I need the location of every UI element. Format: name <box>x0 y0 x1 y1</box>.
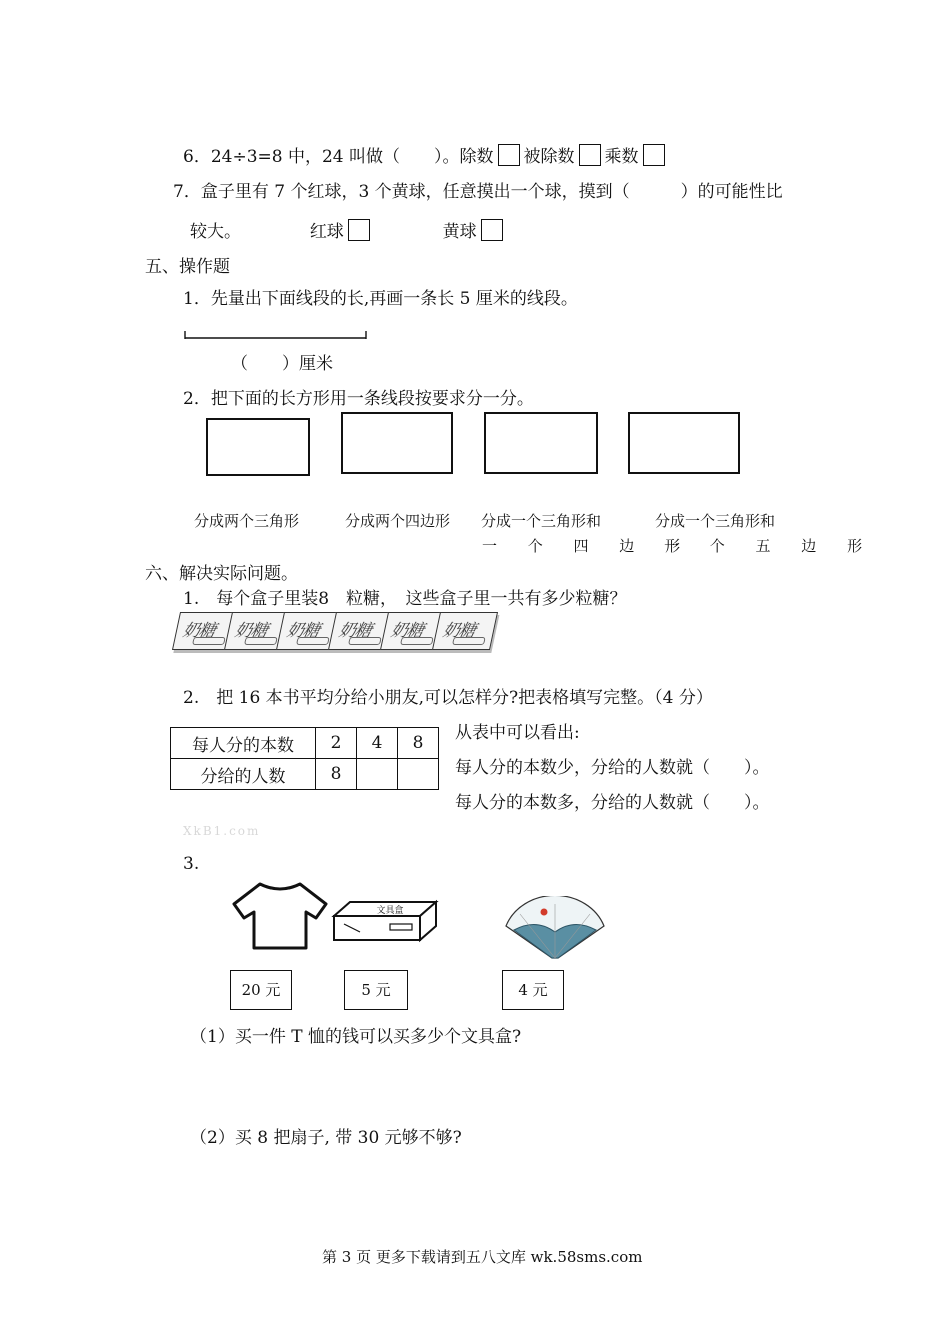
rectangle-2[interactable] <box>341 412 453 474</box>
rectangle-3[interactable] <box>484 412 598 474</box>
section-6-q3: 3. <box>183 854 200 874</box>
rect-label-3b: 一 个 四 边 形 <box>482 537 694 555</box>
observation-2: 每人分的本数多，分给的人数就（ ）。 <box>455 793 770 813</box>
table-cell: 4 <box>357 728 398 759</box>
section-6-q1: 1. 每个盒子里装8 粒糖， 这些盒子里一共有多少粒糖？ <box>183 589 627 609</box>
question-6-text: 6．24÷3=8 中，24 叫做（ ）。除数 <box>183 147 494 167</box>
question-7-line2 <box>190 217 507 242</box>
sub-question-2: （2）买 8 把扇子, 带 30 元够不够? <box>190 1128 462 1148</box>
option-yellow-ball: 黄球 <box>442 222 477 242</box>
rect-label-1: 分成两个三角形 <box>194 512 300 530</box>
observation-title: 从表中可以看出: <box>455 723 580 743</box>
sub-question-1: （1）买一件 T 恤的钱可以买多少个文具盒? <box>190 1027 522 1047</box>
price-pencil-box: 5 元 <box>344 970 408 1010</box>
section-5-q2: 2．把下面的长方形用一条线段按要求分一分。 <box>183 389 534 409</box>
candy-box-6 <box>432 612 498 650</box>
table-row <box>171 759 439 790</box>
candy-label: 奶糖 <box>180 621 218 641</box>
pencil-box-icon <box>330 894 442 946</box>
rect-label-4b: 一 个 五 边 形 <box>664 537 876 555</box>
rect-label-3: 分成一个三角形和 <box>481 512 602 530</box>
candy-label: 奶糖 <box>284 621 322 641</box>
rectangle-1[interactable] <box>206 418 310 476</box>
answer-box-red[interactable] <box>348 219 370 241</box>
candy-label: 奶糖 <box>440 621 478 641</box>
section-6-title: 六、解决实际问题。 <box>145 564 298 584</box>
tshirt-icon <box>230 880 330 952</box>
question-7-tail: 较大。 <box>190 222 241 242</box>
table-row <box>171 728 439 759</box>
option-red-ball: 红球 <box>309 222 344 242</box>
rect-label-2: 分成两个四边形 <box>345 512 451 530</box>
rect-label-4: 分成一个三角形和 <box>655 512 776 530</box>
candy-label: 奶糖 <box>388 621 426 641</box>
measure-segment <box>180 322 372 342</box>
answer-box-product[interactable] <box>643 144 665 166</box>
fan-icon <box>500 896 610 962</box>
table-cell: 每人分的本数 <box>171 728 316 759</box>
table-cell: 8 <box>398 728 439 759</box>
option-dividend: 被除数 <box>523 147 575 167</box>
table-cell: 8 <box>316 759 357 790</box>
question-7-line1: 7．盒子里有 7 个红球，3 个黄球，任意摸出一个球，摸到（ ）的可能性比 <box>173 182 783 202</box>
books-table <box>170 727 439 790</box>
watermark: XkB1.com <box>183 824 261 838</box>
section-5-title: 五、操作题 <box>145 257 230 277</box>
candy-label: 奶糖 <box>232 621 270 641</box>
option-product: 乘数 <box>604 147 639 167</box>
table-cell-blank[interactable] <box>398 759 439 790</box>
section-5-q1: 1．先量出下面线段的长,再画一条长 5 厘米的线段。 <box>183 289 578 309</box>
candy-label: 奶糖 <box>336 621 374 641</box>
table-cell: 分给的人数 <box>171 759 316 790</box>
table-cell-blank[interactable] <box>357 759 398 790</box>
pencil-box-text: 文具盒 <box>376 906 404 916</box>
table-cell: 2 <box>316 728 357 759</box>
answer-box-yellow[interactable] <box>481 219 503 241</box>
price-tshirt: 20 元 <box>230 970 292 1010</box>
segment-length-answer[interactable]: （ ）厘米 <box>231 354 333 374</box>
answer-box-divisor[interactable] <box>498 144 520 166</box>
answer-box-dividend[interactable] <box>579 144 601 166</box>
rectangle-4[interactable] <box>628 412 740 474</box>
observation-1: 每人分的本数少，分给的人数就（ ）。 <box>455 758 770 778</box>
section-6-q2: 2. 把 16 本书平均分给小朋友,可以怎样分?把表格填写完整。（4 分） <box>183 688 713 708</box>
question-6 <box>183 142 669 167</box>
price-fan: 4 元 <box>502 970 564 1010</box>
page-footer: 第 3 页 更多下载请到五八文库 wk.58sms.com <box>322 1248 643 1266</box>
